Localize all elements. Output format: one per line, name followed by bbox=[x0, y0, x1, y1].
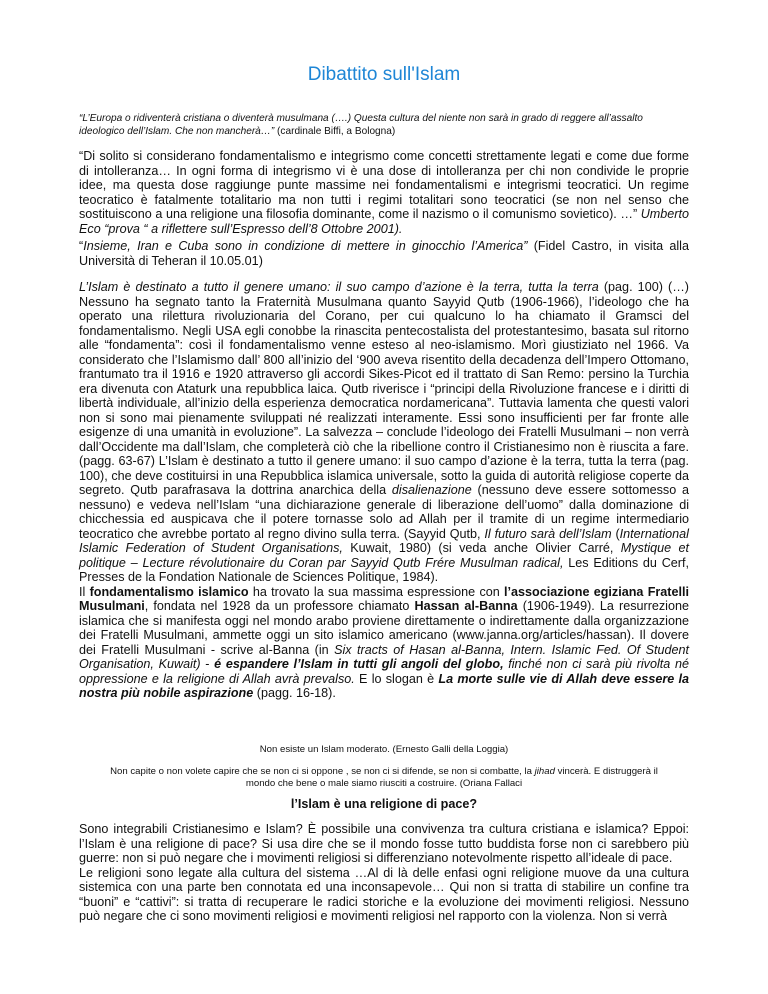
banna-text-c: ha trovato la sua massima espressione con bbox=[248, 584, 505, 599]
eco-paragraph bbox=[79, 149, 689, 236]
qutb-body-2: (nessuno deve essere sottomesso a nessuno) e vedeva nell’Islam “una dichiarazione generale di liberazione dell’uomo” dalla dominazione di chicchessia ed auspicava che il potere tornasse solo ad Allah per il tramite di un regime intermediario teocratico che avrebbe portato al regno divino sulla terra. (Sayyid Qutb, bbox=[79, 483, 690, 541]
banna-italic-religione: finché non ci sarà più rivolta né oppressione e la religione di Allah avrà prevalso. bbox=[79, 657, 689, 686]
qutb-book-title: Il futuro sarà dell’Islam bbox=[484, 526, 612, 541]
castro-source: (Fidel Castro, in visita alla Università di Teheran il 10.05.01) bbox=[79, 239, 689, 268]
biffi-quote-source: (cardinale Biffi, a Bologna) bbox=[274, 126, 396, 137]
eco-source-italic: Umberto Eco “prova “ a riflettere sull’ bbox=[79, 207, 689, 236]
banna-text-g: E lo slogan è bbox=[354, 671, 439, 686]
banna-text-f: - bbox=[200, 657, 215, 671]
qutb-body-4: Kuwait, 1980) (si veda anche Olivier Carré, bbox=[342, 541, 621, 555]
castro-open-quote: “ bbox=[79, 239, 84, 253]
qutb-body-5: Les Editions du Cerf, Presses de la Fondation Nationale de Sciences Politique, 1984). bbox=[79, 555, 689, 584]
fallaci-quote bbox=[96, 766, 672, 790]
banna-bold-italic-slogan: La morte sulle vie di Allah deve essere la nostra più nobile aspirazione bbox=[79, 671, 689, 700]
castro-paragraph bbox=[79, 239, 689, 268]
section-title: l’Islam è una religione di pace? bbox=[290, 797, 478, 811]
banna-bold-italic-espandere: é espandere l’Islam in tutti gli angoli del globo, bbox=[214, 657, 504, 671]
eco-source-rest: Espresso dell’8 Ottobre 2001). bbox=[232, 221, 403, 236]
pace-text-1: Sono integrabili Cristianesimo e Islam? È possibile una convivenza tra cultura cristiana e islamica? Eppoi: l’Islam è una religione di pace? Si usa dire che se il mondo fosse tutto buddista forse non ci sarebbero più guerre: non si può negare che i movimenti religiosi si differenziano notevolmente rispetto all’ideale di pace. bbox=[79, 822, 689, 865]
qutb-paragraph bbox=[79, 280, 689, 701]
fallaci-text-a: Non capite o non volete capire che se non ci si oppone , se non ci si difende, se non si combatte, la bbox=[110, 766, 535, 777]
banna-bold-fondamentalismo: fondamentalismo islamico bbox=[89, 584, 249, 599]
qutb-body-3: ( bbox=[611, 526, 620, 541]
galli-della-loggia-quote: Non esiste un Islam moderato. (Ernesto Galli della Loggia) bbox=[259, 744, 509, 755]
banna-bold-name: Hassan al-Banna bbox=[414, 599, 518, 613]
banna-italic-tracts: Six tracts of Hasan al-Banna, Intern. Islamic Fed. Of Student Organisation, Kuwait) bbox=[79, 642, 689, 671]
eco-quote-text: “Di solito si considerano fondamentalismo e integrismo come concetti strettamente legati e come due forme di intolleranza… In ogni forma di integrismo vi è una dose di intolleranza per chi non condivide le proprie idee, ma questa dose raggiunge punte massime nei fondamentalismi e integrismi teocratici. Un regime teocratico è fatalmente totalitario ma non tutti i regimi totalitari sono teocratici (se non nel senso che sostituiscono a una religione una filosofia dominante, come il nazismo o il comunismo sovietico). …” bbox=[79, 149, 689, 221]
banna-text-h: (pagg. 16-18). bbox=[253, 686, 336, 700]
banna-text-d: , fondata nel 1928 da un professore chiamato bbox=[144, 599, 415, 613]
carre-book-title: Mystique et politique – Lecture révolutionaire du Coran par Sayyid Qutb Frére Musulman radical, bbox=[79, 541, 689, 570]
qutb-body-1: (pag. 100) (…) Nessuno ha segnato tanto la Fraternità Musulmana quanto Sayyid Qutb (1906-1966), l’ideologo che ha operato una rilettura rivoluzionaria del Corano, per cui qualcuno lo ha chiamato il Gramsci del fondamentalismo. Negli USA egli conobbe la rinascita pentecostalista del protestantesimo, basata sul ritorno alle “fondamenta”: così il fondamentalismo venne esteso al neo-islamismo. Morì giustiziato nel 1966. Va considerato che l’Islamismo dall’ 800 all’inizio del ‘900 aveva risentito della decadenza dell’Impero Ottomano, frantumato tra il 1916 e 1920 attraverso gli accordi Sikes-Picot ed il trattato di San Remo: persino la Turchia era divenuta con Ataturk una repubblica laica. Qutb riverisce i “principi della Rivoluzione francese e i diritti di libertà individuale, all’inizio della esperienza democratica nordamericana”. Tuttavia lamenta che questi valori non si sono mai pienamente sviluppati né realizzati interamente. Essi sono insufficienti per far fronte alle esigenze di una umanità in evoluzione”. La salvezza – conclude l’ideologo dei Fratelli Musulmani – non verrà dall’Occidente ma dall’Islam, che completerà ciò che la ribellione contro il Cristianesimo non è riuscita a fare. (pagg. 63-67) L’Islam è destinato a tutto il genere umano: il suo campo d’azione è la terra, tutta la terra (pag. 100), che deve costituirsi in una Repubblica islamica universale, sotto la guida di autorità religiose coperte da segreto. Qutb parafrasava la dottrina anarchica della bbox=[79, 280, 689, 497]
fallaci-jihad: jihad bbox=[534, 766, 555, 777]
biffi-quote-text: “L’Europa o ridiventerà cristiana o diventerà musulmana (….) Questa cultura del niente non sarà in grado di reggere all’assalto ideologico dell’Islam. Che non mancherà…” bbox=[79, 113, 643, 137]
banna-text-e: (1906-1949). La resurrezione islamica che si manifesta oggi nel mondo arabo proviene direttamente o indirettamente dalla organizzazione dei Fratelli Musulmani, ammette oggi un sito islamico americano (www.janna.org/articles/hassan). Il dovere dei Fratelli Musulmani - scrive al-Banna (in bbox=[79, 599, 689, 657]
page-title: Dibattito sull'Islam bbox=[307, 64, 461, 85]
banna-text-a: Il bbox=[79, 584, 90, 599]
castro-quote-text: Insieme, Iran e Cuba sono in condizione di mettere in ginocchio l’America” bbox=[83, 239, 528, 253]
banna-bold-associazione: l’associazione egiziana Fratelli Musulmani bbox=[79, 584, 689, 613]
qutb-book-publisher: International Islamic Federation of Student Organisations, bbox=[79, 526, 689, 555]
qutb-lead: L’Islam è destinato a tutto il genere umano: il suo campo d’azione è la terra, tutta la terra bbox=[79, 280, 599, 294]
pace-paragraph bbox=[79, 822, 689, 924]
pace-text-2: Le religioni sono legate alla cultura del sistema …Al di là delle enfasi ogni religione muove da una cultura sistemica con una parte ben connotata ed una inconsapevole… Qui non si tratta di stabilire un confine tra “buoni” e “cattivi”: si tratta di recuperare le radici storiche e la evoluzione dei movimenti religiosi. Nessuno può negare che ci sono movimenti religiosi e movimenti religiosi nel rapporto con la violenza. Non si verrà bbox=[79, 865, 689, 923]
qutb-disalienazione: disalienazione bbox=[391, 483, 472, 497]
biffi-quote bbox=[79, 112, 689, 138]
fallaci-text-b: vincerà. E distruggerà il mondo che bene o male siamo riusciti a costruire. (Oriana Fallaci bbox=[245, 766, 658, 789]
